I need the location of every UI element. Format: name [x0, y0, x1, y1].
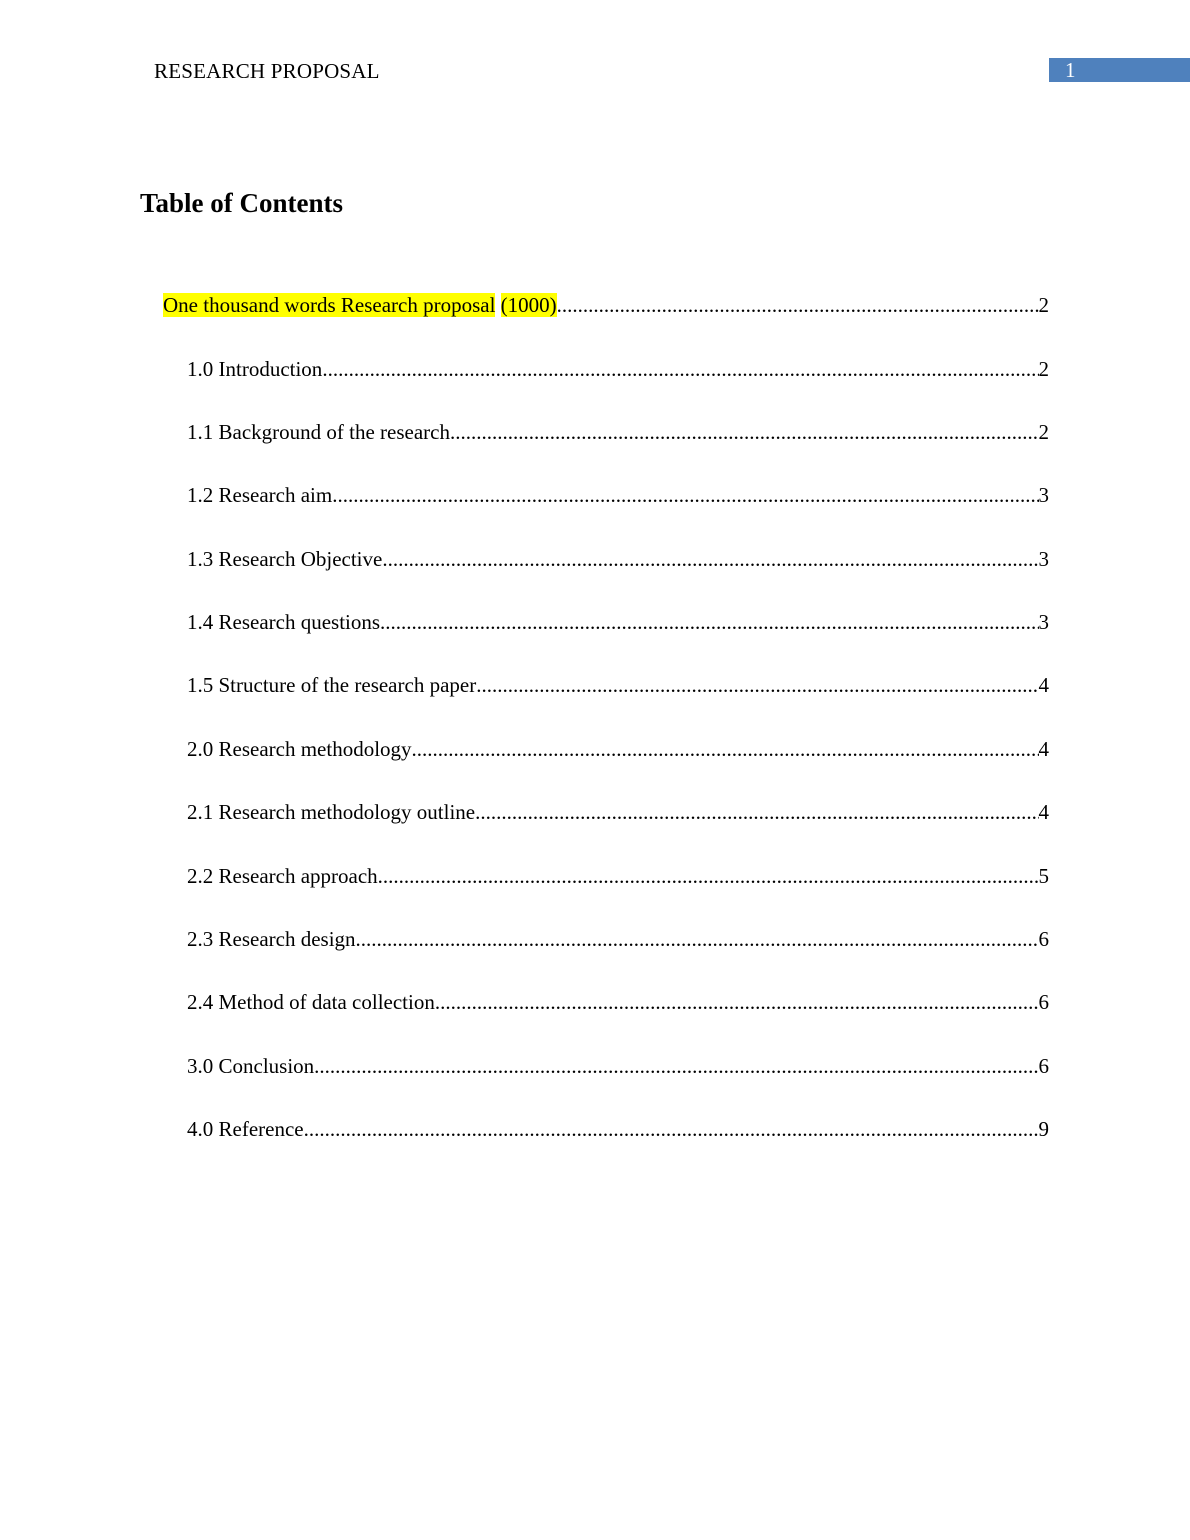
toc-entry[interactable] — [187, 670, 1049, 700]
toc-entry-page: 3 — [1038, 483, 1049, 507]
dot-leader — [412, 734, 1039, 764]
dot-leader — [322, 354, 1038, 384]
toc-entry-page: 4 — [1038, 737, 1049, 761]
dot-leader — [304, 1114, 1039, 1144]
toc-entry-label: 1.0 Introduction — [187, 357, 323, 381]
toc-entry-label: 2.2 Research approach — [187, 864, 378, 888]
toc-entry-page: 2 — [1038, 420, 1049, 444]
toc-entry-page: 6 — [1038, 927, 1049, 951]
toc-entry-page: 3 — [1038, 547, 1049, 571]
dot-leader — [557, 290, 1039, 320]
toc-entry-label: 2.4 Method of data collection — [187, 990, 435, 1014]
toc-entry-label: 2.0 Research methodology — [187, 737, 412, 761]
toc-entry[interactable] — [187, 924, 1049, 954]
toc-entry-page: 2 — [1038, 357, 1049, 381]
toc-entry-label: 1.5 Structure of the research paper — [187, 673, 477, 697]
toc-entry[interactable] — [187, 544, 1049, 574]
toc-heading: Table of Contents — [140, 188, 344, 218]
toc-entry[interactable] — [187, 607, 1049, 637]
toc-entry-research-proposal[interactable] — [163, 290, 1049, 320]
dot-leader — [475, 797, 1038, 827]
dot-leader — [378, 861, 1039, 891]
highlighted-text: One thousand words Research proposal — [163, 293, 496, 317]
dot-leader — [314, 1051, 1038, 1081]
toc-entry-page: 4 — [1038, 673, 1049, 697]
highlighted-text: (1000) — [500, 293, 557, 317]
dot-leader — [476, 670, 1038, 700]
toc-entry[interactable] — [187, 987, 1049, 1017]
page-number: 1 — [1065, 58, 1076, 82]
dot-leader — [382, 544, 1038, 574]
page-number-badge — [1049, 58, 1190, 82]
toc-entry[interactable] — [187, 797, 1049, 827]
toc-entry-label: 2.1 Research methodology outline — [187, 800, 476, 824]
dot-leader — [380, 607, 1038, 637]
toc-entry[interactable] — [187, 417, 1049, 447]
toc-entry-page: 6 — [1038, 1054, 1049, 1078]
toc-entry-page: 4 — [1038, 800, 1049, 824]
toc-entry[interactable] — [187, 734, 1049, 764]
toc-entry[interactable] — [187, 354, 1049, 384]
running-head: RESEARCH PROPOSAL — [154, 59, 380, 83]
dot-leader — [435, 987, 1039, 1017]
toc-entry-page: 6 — [1038, 990, 1049, 1014]
toc-entry-label: 3.0 Conclusion — [187, 1054, 315, 1078]
toc-entry-label: 1.1 Background of the research — [187, 420, 450, 444]
toc-entry-label — [163, 290, 557, 320]
toc-entry[interactable] — [187, 1114, 1049, 1144]
dot-leader — [332, 480, 1038, 510]
dot-leader — [450, 417, 1039, 447]
toc-entry-page: 3 — [1038, 610, 1049, 634]
dot-leader — [356, 924, 1039, 954]
toc-entry[interactable] — [187, 1051, 1049, 1081]
toc-entry-label: 1.4 Research questions — [187, 610, 381, 634]
toc-entry-label: 4.0 Reference — [187, 1117, 304, 1141]
toc-entry-label: 2.3 Research design — [187, 927, 356, 951]
toc-entry-label: 1.2 Research aim — [187, 483, 333, 507]
toc-entry-page: 2 — [1038, 293, 1049, 317]
toc-entry-page: 9 — [1038, 1117, 1049, 1141]
toc-entry-label: 1.3 Research Objective — [187, 547, 383, 571]
toc-entry[interactable] — [187, 861, 1049, 891]
toc-entry-page: 5 — [1038, 864, 1049, 888]
toc-entry[interactable] — [187, 480, 1049, 510]
